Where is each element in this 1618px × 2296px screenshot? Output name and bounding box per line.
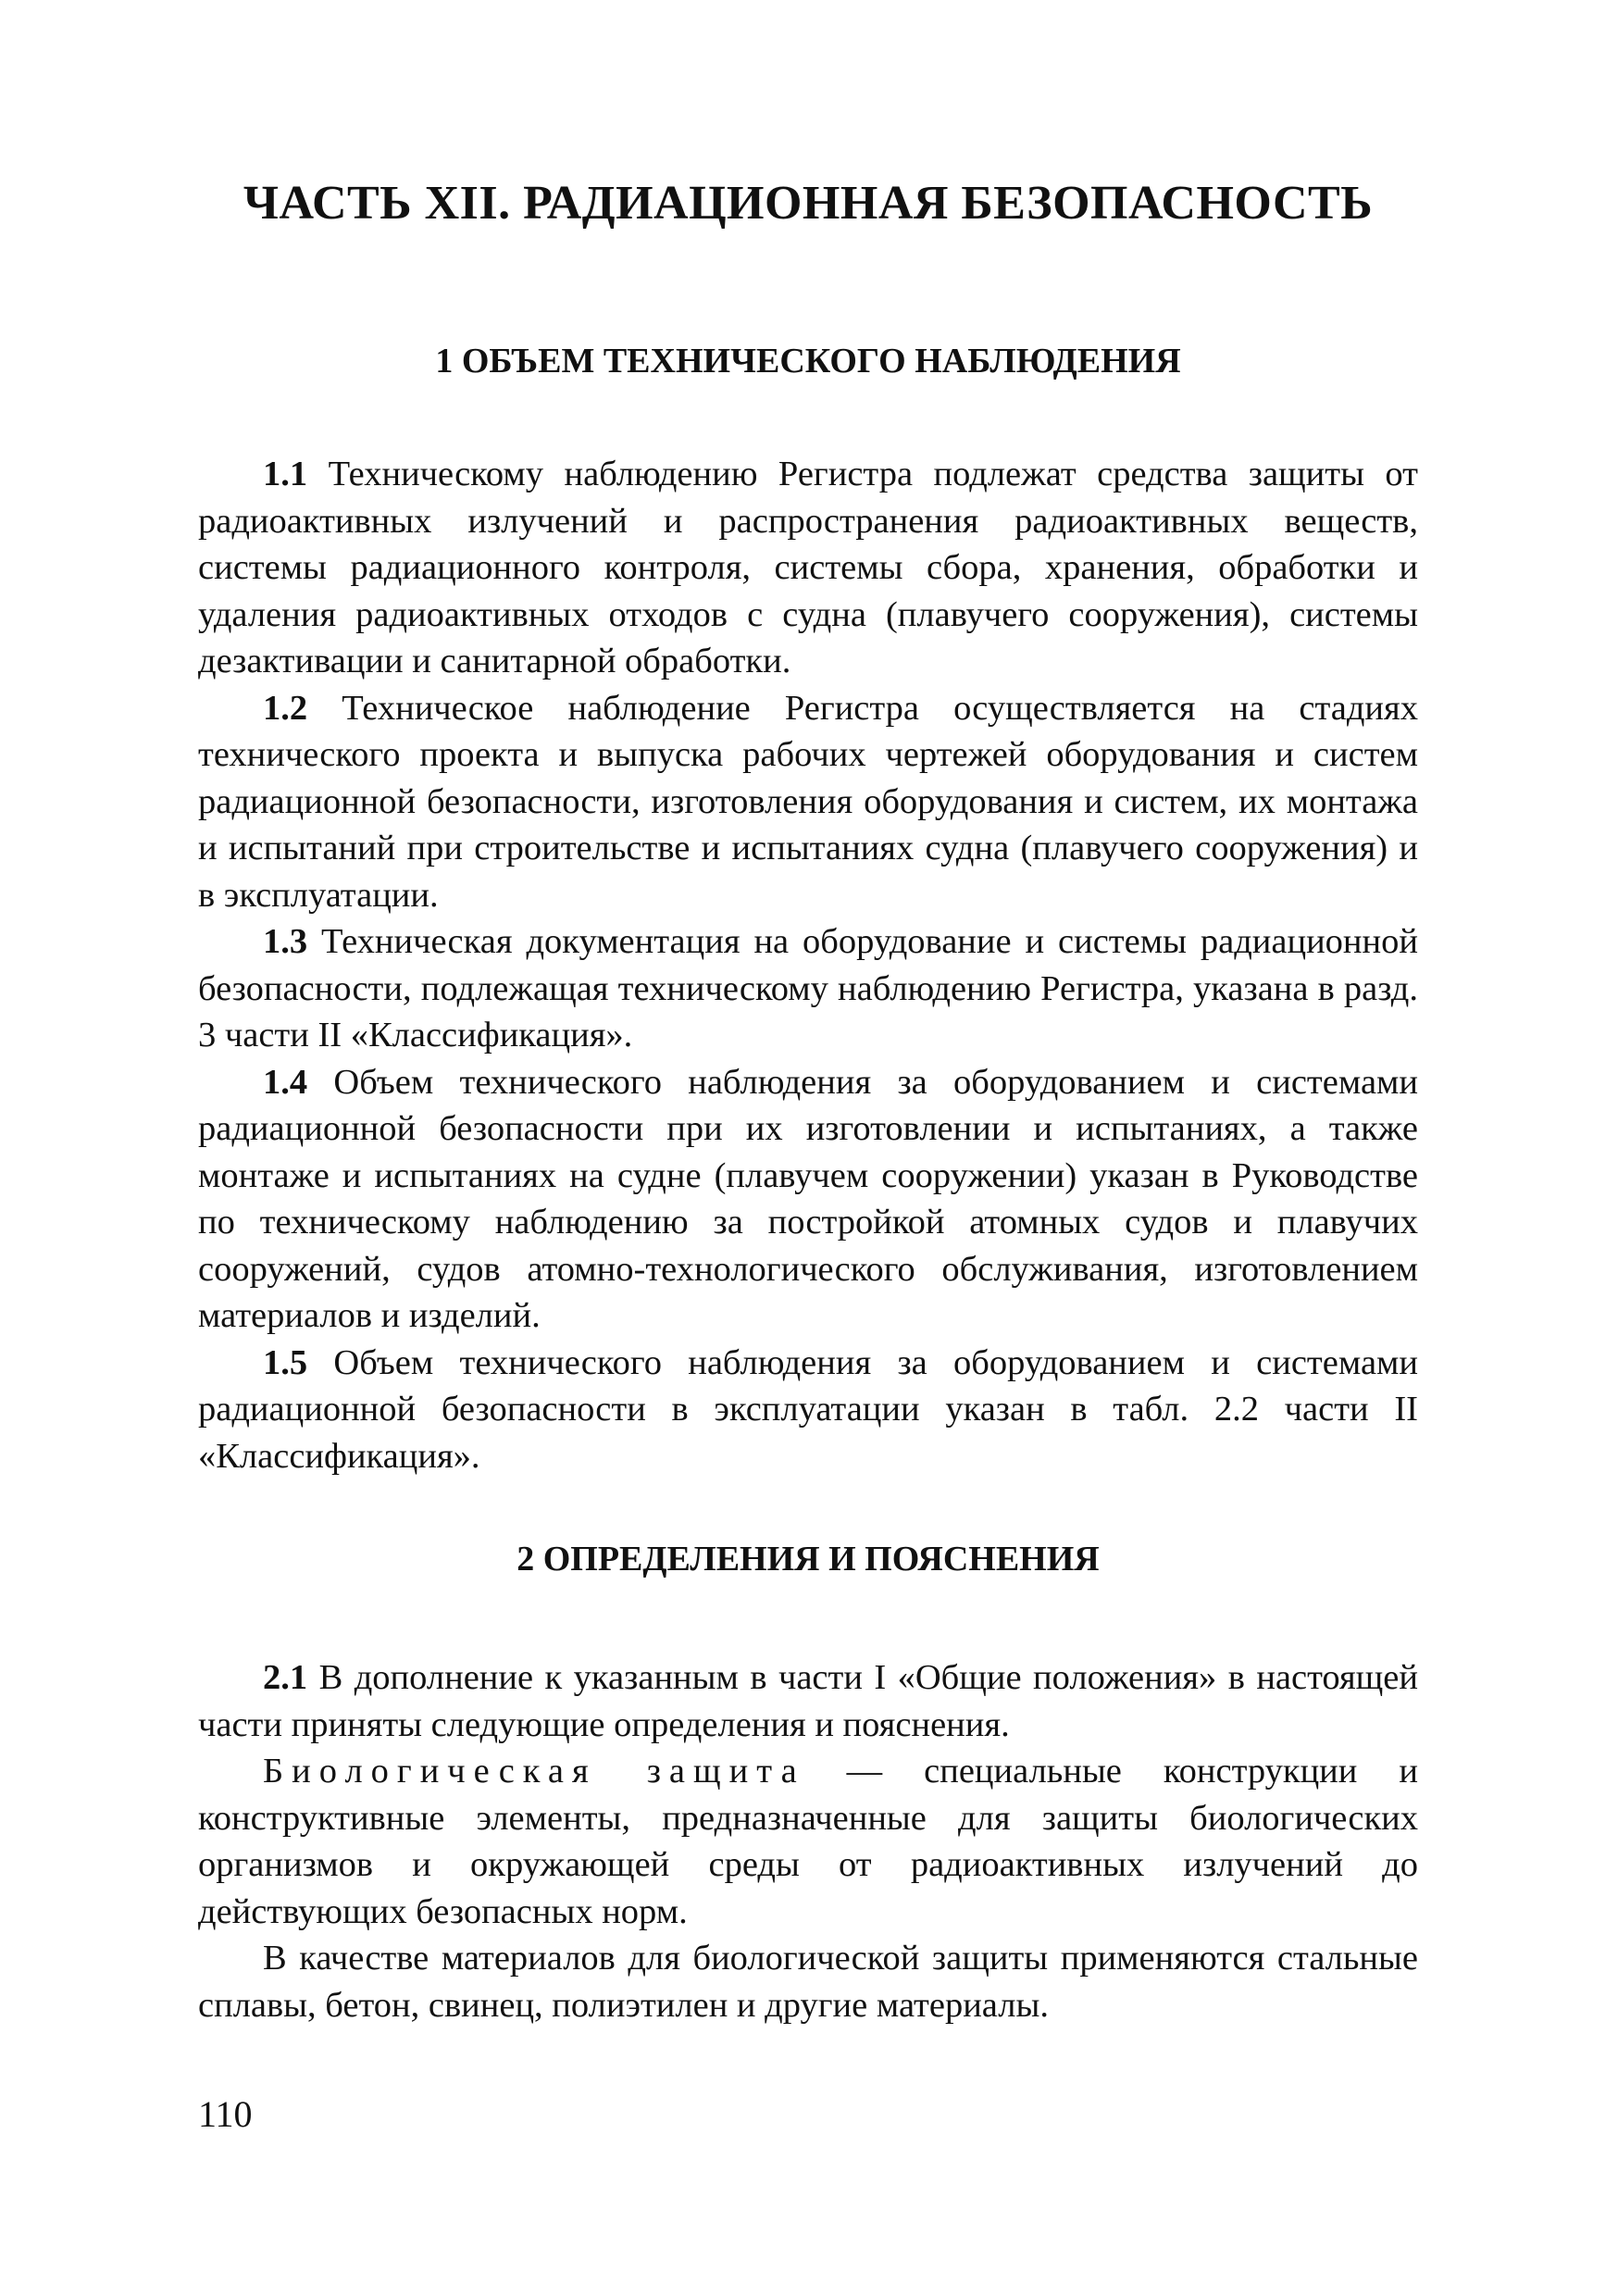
paragraph-number: 1.4 bbox=[263, 1062, 308, 1102]
page-number: 110 bbox=[198, 2093, 253, 2135]
definition-text: — специальные конструкции и конструктивные элементы, предназначенные для защиты биологических организмов и окружающей среды от радиоактивных излучений до действующих безопасных норм. bbox=[198, 1752, 1418, 1931]
section-2-title: 2 ОПРЕДЕЛЕНИЯ И ПОЯСНЕНИЯ bbox=[517, 1540, 1100, 1578]
paragraph-number: 1.3 bbox=[263, 922, 308, 961]
paragraph-1-1 bbox=[198, 451, 1418, 685]
section-2-body bbox=[198, 1654, 1418, 2028]
paragraph-number: 1.1 bbox=[263, 455, 308, 493]
definition-term: Биологическая защита bbox=[263, 1752, 805, 1791]
part-title: ЧАСТЬ XII. РАДИАЦИОННАЯ БЕЗОПАСНОСТЬ bbox=[243, 177, 1374, 230]
paragraph-number: 2.1 bbox=[263, 1658, 308, 1697]
shielding-materials-note: В качестве материалов для биологической защиты применяются стальные сплавы, бетон, свинец, полиэтилен и другие материалы. bbox=[198, 1939, 1418, 2025]
paragraph-text: Объем технического наблюдения за оборудованием и системами радиационной безопасности в эксплуатации указан в табл. 2.2 части II «Классификация». bbox=[198, 1342, 1418, 1476]
paragraph-text: Объем технического наблюдения за оборудованием и системами радиационной безопасности при их изготовлении и испытаниях, а также монтаже и испытаниях на судне (плавучем сооружении) указан в Руководстве по техническому наблюдению за постройкой атомных судов и плавучих сооружений, судов атомно-технологического обслуживания, изготовлением материалов и изделий. bbox=[198, 1062, 1418, 1335]
definition-biological-shielding bbox=[198, 1748, 1418, 1935]
paragraph-number: 1.2 bbox=[263, 688, 308, 728]
paragraph-1-2 bbox=[198, 685, 1418, 919]
paragraph-1-3 bbox=[198, 918, 1418, 1059]
paragraph-text: Техническая документация на оборудование и системы радиационной безопасности, подлежащая техническому наблюдению Регистра, указана в разд. 3 части II «Классификация». bbox=[198, 922, 1418, 1054]
paragraph-number: 1.5 bbox=[263, 1342, 308, 1382]
section-1-body bbox=[198, 451, 1418, 1479]
paragraph-text: Техническому наблюдению Регистра подлежат средства защиты от радиоактивных излучений и распространения радиоактивных веществ, системы радиационного контроля, системы сбора, хранения, обработки и удаления радиоактивных отходов с судна (плавучего сооружения), системы дезактивации и санитарной обработки. bbox=[198, 455, 1418, 680]
paragraph-1-5 bbox=[198, 1340, 1418, 1480]
paragraph-2-1 bbox=[198, 1654, 1418, 1748]
section-1-title: 1 ОБЪЕМ ТЕХНИЧЕСКОГО НАБЛЮДЕНИЯ bbox=[435, 342, 1181, 381]
paragraph-text: В дополнение к указанным в части I «Общие положения» в настоящей части приняты следующие определения и пояснения. bbox=[198, 1658, 1418, 1744]
paragraph-text: Техническое наблюдение Регистра осуществляется на стадиях технического проекта и выпуска рабочих чертежей оборудования и систем радиационной безопасности, изготовления оборудования и систем, их монтажа и испытаний при строительстве и испытаниях судна (плавучего сооружения) и в эксплуатации. bbox=[198, 688, 1418, 915]
paragraph-1-4 bbox=[198, 1059, 1418, 1340]
